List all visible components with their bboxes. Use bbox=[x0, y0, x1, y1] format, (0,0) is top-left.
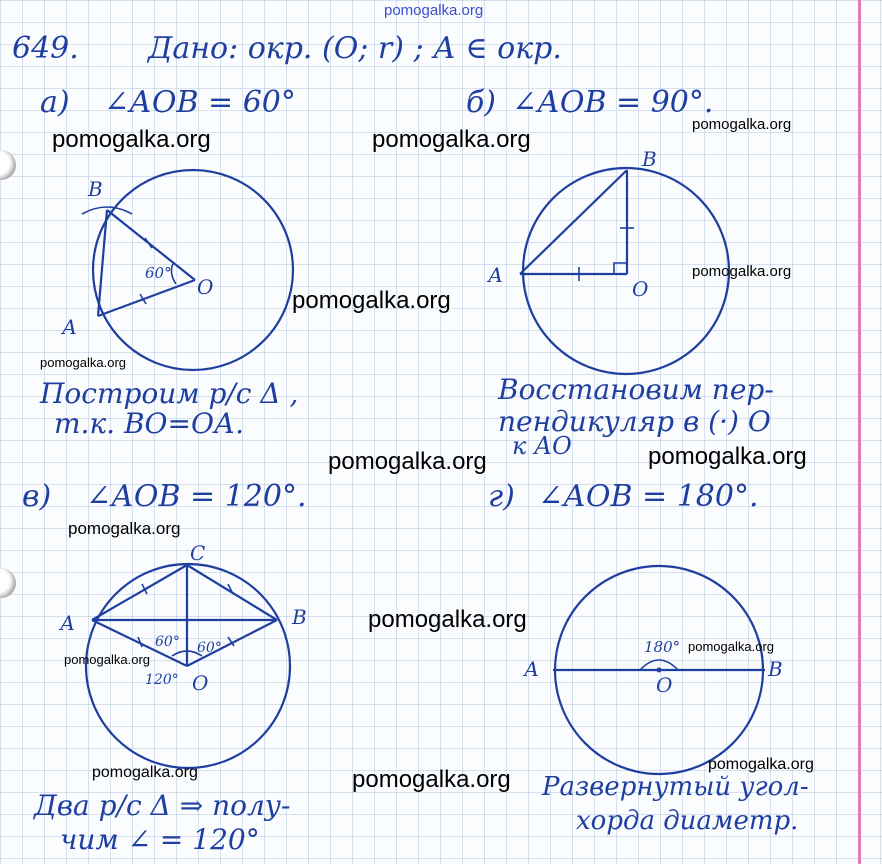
part-b-point-b: В bbox=[642, 147, 657, 171]
part-b-label: б) bbox=[466, 85, 497, 120]
part-d-note-line1: Развернутый угол- bbox=[542, 772, 809, 802]
watermark: pomogalka.org bbox=[292, 287, 451, 314]
part-a-angle: ∠АОВ = 60° bbox=[104, 85, 296, 120]
part-c-chord-ac bbox=[92, 565, 187, 620]
part-b-angle: ∠АОВ = 90°. bbox=[512, 85, 714, 120]
part-a-point-o: О bbox=[197, 275, 214, 299]
part-c-note-line2: чим ∠ = 120° bbox=[60, 823, 260, 856]
part-c-point-a: А bbox=[60, 611, 76, 635]
part-d-angle: ∠АОВ = 180°. bbox=[538, 479, 759, 514]
watermark: pomogalka.org bbox=[64, 652, 150, 667]
part-d-center-dot bbox=[657, 668, 662, 673]
part-a-figure bbox=[60, 170, 293, 370]
part-a-tick-1 bbox=[145, 238, 152, 248]
part-c-label: в) bbox=[22, 479, 52, 514]
part-c-angle-left: 60° bbox=[155, 634, 180, 650]
part-c-point-o: О bbox=[192, 671, 209, 695]
part-c-point-b: В bbox=[292, 605, 307, 629]
watermark: pomogalka.org bbox=[92, 764, 198, 781]
watermark: pomogalka.org bbox=[328, 448, 487, 475]
watermark: pomogalka.org bbox=[648, 443, 807, 470]
part-d-point-a: А bbox=[524, 657, 540, 681]
part-c-point-c: С bbox=[190, 541, 206, 565]
watermark: pomogalka.org bbox=[692, 263, 792, 280]
watermark: pomogalka.org bbox=[688, 639, 774, 654]
part-a-point-b: В bbox=[88, 177, 103, 201]
part-c-note-line1: Два р/с Δ ⇒ полу- bbox=[34, 789, 291, 822]
part-b-point-a: А bbox=[488, 263, 504, 287]
part-a-circle bbox=[93, 170, 293, 370]
part-a-note-line2: т.к. ВО=ОА. bbox=[54, 407, 245, 440]
part-d-note-line2: хорда диаметр. bbox=[576, 806, 799, 836]
part-c-angle: ∠АОВ = 120°. bbox=[86, 479, 307, 514]
watermark: pomogalka.org bbox=[40, 355, 126, 370]
part-d-point-o: О bbox=[656, 673, 673, 697]
watermark: pomogalka.org bbox=[368, 606, 527, 633]
part-d-angle-mark: 180° bbox=[644, 638, 681, 656]
part-d-label: г) bbox=[488, 479, 515, 514]
given-statement: Дано: окр. (О; r) ; А ∈ окр. bbox=[148, 31, 562, 66]
part-b-right-angle-mark bbox=[614, 263, 627, 274]
part-a-angle-mark: 60° bbox=[145, 264, 172, 282]
part-b-note-line2: пендикуляр в (·) О bbox=[498, 405, 771, 438]
part-c-angle-total: 120° bbox=[145, 672, 179, 688]
part-b-figure bbox=[486, 147, 729, 374]
part-d-figure bbox=[522, 566, 783, 774]
part-b-note-line1: Восстановим пер- bbox=[498, 373, 774, 406]
watermark: pomogalka.org bbox=[68, 519, 181, 538]
watermark: pomogalka.org bbox=[692, 116, 792, 133]
watermark: pomogalka.org bbox=[352, 766, 511, 793]
part-b-note-line3: к АО bbox=[512, 432, 572, 460]
part-a-label: а) bbox=[40, 85, 70, 120]
site-header-watermark: pomogalka.org bbox=[384, 2, 484, 19]
watermark: pomogalka.org bbox=[372, 126, 531, 153]
part-a-segment-ao bbox=[98, 280, 195, 316]
part-b-point-o: О bbox=[632, 277, 649, 301]
part-d-point-b: В bbox=[768, 657, 783, 681]
watermark: pomogalka.org bbox=[708, 756, 814, 773]
part-c-angle-right: 60° bbox=[197, 640, 222, 656]
part-a-point-a: А bbox=[62, 315, 78, 339]
part-a-note-line1: Построим р/с Δ , bbox=[40, 377, 299, 410]
problem-number: 649. bbox=[12, 31, 79, 66]
watermark: pomogalka.org bbox=[52, 126, 211, 153]
